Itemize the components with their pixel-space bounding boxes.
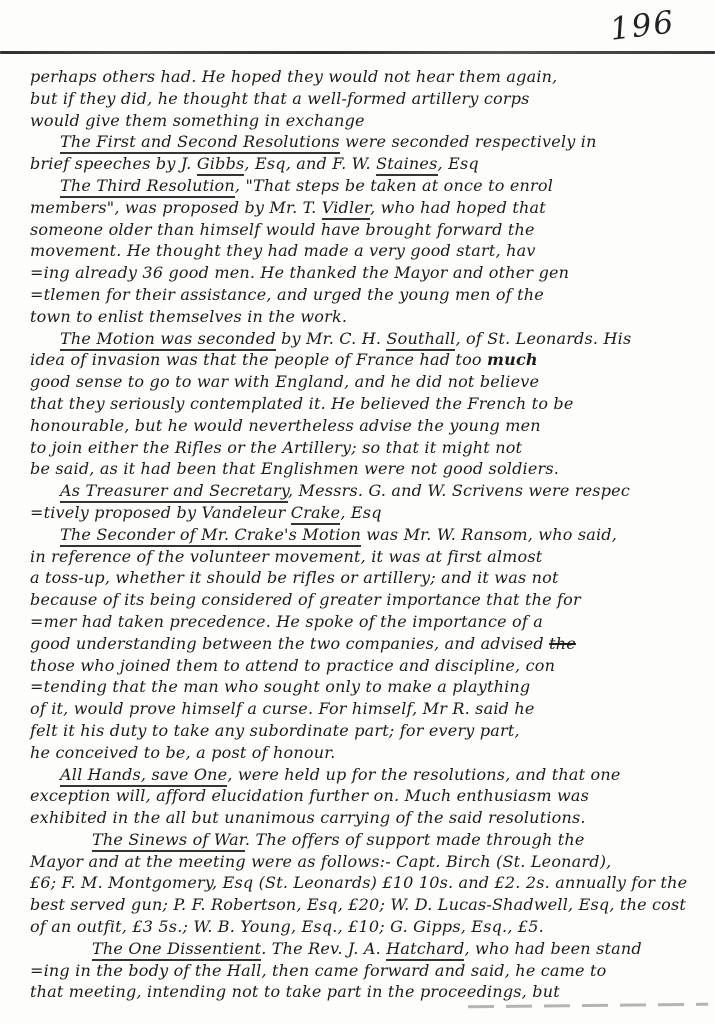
manuscript-line <box>30 916 701 938</box>
manuscript-line <box>30 829 701 851</box>
text-run: because of its being considered of greater importance that the for <box>30 590 581 610</box>
manuscript-line <box>30 219 701 241</box>
text-run: that meeting, intending not to take part in the proceedings, but <box>30 982 560 1002</box>
text-run: felt it his duty to take any subordinate part; for every part, <box>30 720 520 740</box>
text-run: , of St. Leonards. His <box>455 328 632 348</box>
manuscript-line <box>30 437 701 459</box>
text-run: Crake <box>291 503 341 525</box>
text-run: Hatchard <box>386 939 464 961</box>
manuscript-line <box>30 415 701 437</box>
text-run: a toss-up, whether it should be rifles or artillery; and it was not <box>30 568 559 588</box>
manuscript-line <box>30 764 701 786</box>
text-run: The Seconder of Mr. Crake's Motion <box>60 525 361 547</box>
manuscript-line <box>30 546 701 568</box>
text-run: be said, as it had been that Englishmen were not good soldiers. <box>30 459 560 479</box>
text-run: . The Rev. J. A. <box>261 938 387 958</box>
text-run: Southall <box>386 329 455 351</box>
manuscript-line <box>30 240 701 262</box>
text-run: much <box>487 350 538 370</box>
manuscript-line <box>30 349 701 371</box>
manuscript-line <box>30 328 701 350</box>
manuscript-line <box>30 458 701 480</box>
text-run: , Esq, and F. W. <box>244 154 377 174</box>
manuscript-line <box>30 981 701 1003</box>
manuscript-line <box>30 785 701 807</box>
manuscript-line <box>30 88 701 110</box>
text-run: , "That steps be taken at once to enrol <box>234 175 554 195</box>
text-run: exhibited in the all but unanimous carrying of the said resolutions. <box>30 808 586 828</box>
text-run: As Treasurer and Secretary <box>60 481 288 503</box>
manuscript-line <box>30 480 701 502</box>
manuscript-line <box>30 894 701 916</box>
text-run: £6; F. M. Montgomery, Esq (St. Leonards) £10 10s. and £2. 2s. annually for the <box>30 873 688 893</box>
text-run: The Sinews of War <box>92 830 245 852</box>
manuscript-line <box>30 131 701 153</box>
text-run: The First and Second Resolutions <box>60 132 340 154</box>
header-rule <box>0 51 715 54</box>
manuscript-line <box>30 611 701 633</box>
text-run: good sense to go to war with England, and he did not believe <box>30 372 540 392</box>
manuscript-line <box>30 960 701 982</box>
manuscript-line <box>30 110 701 132</box>
text-run: but if they did, he thought that a well-formed artillery corps <box>30 88 530 108</box>
text-run: was Mr. W. Ransom, who said, <box>360 524 618 544</box>
text-run: Vidler <box>322 198 370 220</box>
manuscript-line <box>30 197 701 219</box>
text-run: , were held up for the resolutions, and that one <box>227 764 621 784</box>
manuscript-line <box>30 371 701 393</box>
text-run: perhaps others had. He hoped they would not hear them again, <box>30 67 558 86</box>
page-number: 196 <box>607 4 677 48</box>
text-run: =ing already 36 good men. He thanked the Mayor and other gen <box>30 263 570 283</box>
text-run: =tending that the man who sought only to make a plaything <box>30 677 531 697</box>
manuscript-line <box>30 153 701 175</box>
manuscript-line <box>30 872 701 894</box>
text-run: town to enlist themselves in the work. <box>30 306 348 326</box>
manuscript-body <box>30 66 701 1003</box>
footer-smudge-line <box>468 1003 708 1009</box>
text-run: to join either the Rifles or the Artillery; so that it might not <box>30 437 523 457</box>
manuscript-line <box>30 66 701 88</box>
text-run: Mayor and at the meeting were as follows:- Capt. Birch (St. Leonard), <box>30 851 612 871</box>
text-run: Staines <box>376 154 437 176</box>
text-run: of an outfit, £3 5s.; W. B. Young, Esq., £10; G. Gipps, Esq., £5. <box>30 917 544 937</box>
text-run: The One Dissentient <box>92 939 261 961</box>
manuscript-line <box>30 524 701 546</box>
text-run: of it, would prove himself a curse. For himself, Mr R. said he <box>30 699 535 719</box>
text-run: in reference of the volunteer movement, it was at first almost <box>30 546 543 566</box>
text-run: , Messrs. G. and W. Scrivens were respec <box>287 481 630 501</box>
manuscript-line <box>30 393 701 415</box>
manuscript-line <box>30 655 701 677</box>
manuscript-line <box>30 306 701 328</box>
text-run: =tlemen for their assistance, and urged the young men of the <box>30 284 544 304</box>
text-run: that they seriously contemplated it. He believed the French to be <box>30 393 574 413</box>
text-run: good understanding between the two companies, and advised <box>30 633 550 653</box>
manuscript-line <box>30 851 701 873</box>
text-run: were seconded respectively in <box>339 132 597 152</box>
manuscript-line <box>30 807 701 829</box>
manuscript-line <box>30 567 701 589</box>
manuscript-line <box>30 633 701 655</box>
manuscript-line <box>30 676 701 698</box>
text-run: the <box>549 633 576 653</box>
manuscript-line <box>30 938 701 960</box>
text-run: The Third Resolution <box>60 176 235 198</box>
text-run: he conceived to be, a post of honour. <box>30 742 336 762</box>
text-run: honourable, but he would nevertheless advise the young men <box>30 415 541 435</box>
text-run: The Motion was seconded <box>60 329 276 351</box>
text-run: =mer had taken precedence. He spoke of the importance of a <box>30 611 544 631</box>
text-run: would give them something in exchange <box>30 110 365 130</box>
text-run: idea of invasion was that the people of France had too <box>30 350 488 370</box>
text-run: Gibbs <box>197 154 245 176</box>
manuscript-line <box>30 262 701 284</box>
manuscript-line <box>30 720 701 742</box>
text-run: All Hands, save One <box>60 765 227 787</box>
manuscript-line <box>30 589 701 611</box>
manuscript-line <box>30 175 701 197</box>
text-run: movement. He thought they had made a very good start, hav <box>30 241 536 261</box>
text-run: , who had been stand <box>464 938 642 958</box>
text-run: =ing in the body of the Hall, then came forward and said, he came to <box>30 960 607 980</box>
manuscript-line <box>30 742 701 764</box>
text-run: brief speeches by J. <box>30 154 197 174</box>
text-run: , Esq <box>340 502 382 522</box>
text-run: those who joined them to attend to practice and discipline, con <box>30 655 556 675</box>
text-run: , who had hoped that <box>370 197 546 217</box>
manuscript-line <box>30 502 701 524</box>
text-run: , Esq <box>437 154 479 174</box>
manuscript-line <box>30 698 701 720</box>
text-run: someone older than himself would have brought forward the <box>30 219 535 239</box>
manuscript-line <box>30 284 701 306</box>
text-run: members", was proposed by Mr. T. <box>30 197 322 217</box>
text-run: =tively proposed by Vandeleur <box>30 502 291 522</box>
text-run: best served gun; P. F. Robertson, Esq, £20; W. D. Lucas-Shadwell, Esq, the cost <box>30 895 687 915</box>
text-run: . The offers of support made through the <box>244 829 585 849</box>
text-run: exception will, afford elucidation further on. Much enthusiasm was <box>30 786 590 806</box>
text-run: by Mr. C. H. <box>275 328 387 348</box>
